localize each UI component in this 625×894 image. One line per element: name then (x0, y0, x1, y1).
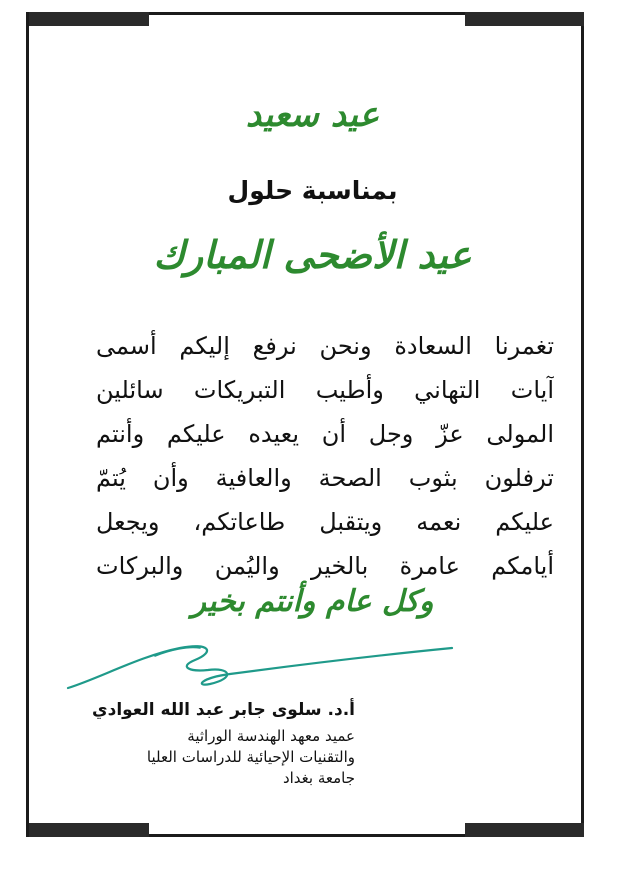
signatory-title-line: جامعة بغداد (282, 769, 355, 787)
message-line: آيات التهاني وأطيب التبريكات سائلين (96, 376, 554, 404)
message-line: المولى عزّ وجل أن يعيده عليكم وأنتم (96, 420, 554, 448)
message-line: تغمرنا السعادة ونحن نرفع إليكم أسمى (96, 332, 554, 360)
frame-bar-top-left (29, 12, 149, 26)
frame-bar-bottom-left (29, 823, 149, 837)
signatory-name: أ.د. سلوى جابر عبد الله العوادي (92, 700, 355, 720)
signatory-title-line: عميد معهد الهندسة الوراثية (187, 727, 355, 745)
frame-bar-top-right (465, 12, 584, 26)
signatory-title-line: والتقنيات الإحيائية للدراسات العليا (146, 748, 355, 766)
occasion-heading: بمناسبة حلول (227, 176, 398, 205)
eid-saeed-calligraphy: عيد سعيد (245, 95, 380, 135)
signature-block (92, 700, 355, 789)
frame-bar-bottom-right (465, 823, 584, 837)
message-line: عليكم نعمه ويتقبل طاعاتكم، ويجعل (96, 508, 554, 536)
greeting-message (96, 324, 554, 588)
handwritten-signature (60, 626, 460, 696)
eid-al-adha-calligraphy: عيد الأضحى المبارك (153, 232, 472, 277)
message-line: ترفلون بثوب الصحة والعافية وأن يُتمّ (96, 464, 554, 492)
message-line: أيامكم عامرة بالخير واليُمن والبركات (96, 552, 554, 580)
closing-calligraphy: وكل عام وأنتم بخير (191, 584, 434, 619)
